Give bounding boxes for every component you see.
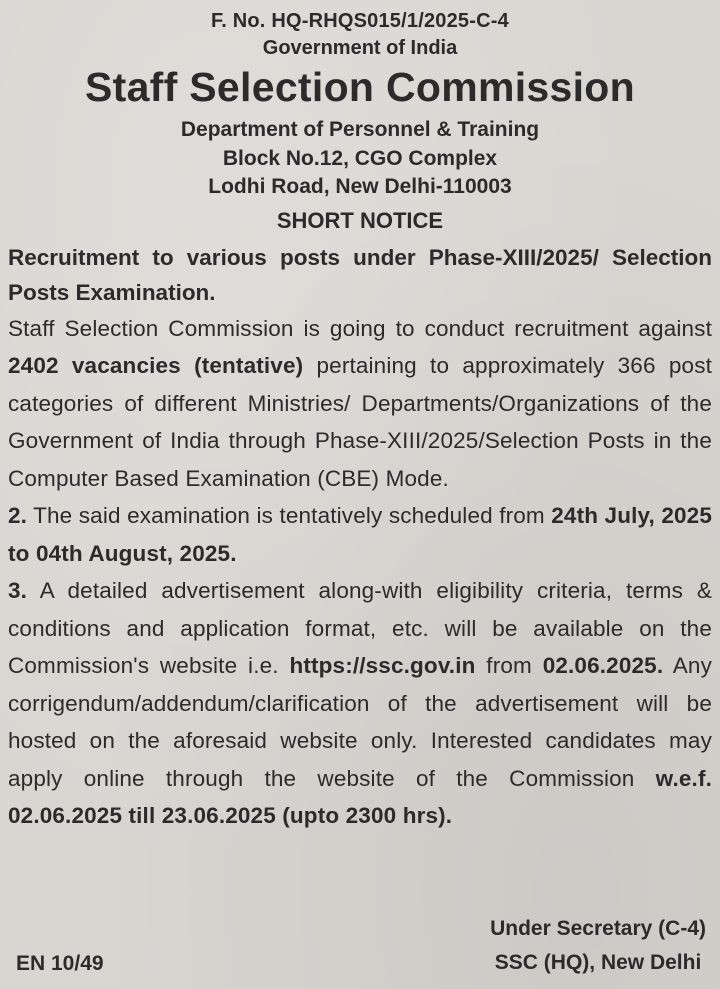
notice-footer [14,912,706,982]
address-line-2: Lodhi Road, New Delhi-110003 [208,175,512,198]
notice-subject: Recruitment to various posts under Phase-XIII/2025/ Selection Posts Examination. [8,244,712,305]
application-window: w.e.f. 02.06.2025 till 23.06.2025 (upto 2300 hrs). [8,765,712,828]
government-label: Government of India [262,37,458,59]
organization-title: Staff Selection Commission [84,64,635,110]
para1-text-2: pertaining to approximately 366 post categories of different Ministries/ Departments/Organizations of the Government of India through Phase-XIII/2025/Selection Posts in the Computer Based Examination (CBE) Mode. [8,353,712,491]
address-block [8,116,712,202]
para2-text: The said examination is tentatively scheduled from [27,503,552,528]
paragraph-2 [8,497,712,572]
website-url: https://ssc.gov.in [289,653,476,678]
para2-number: 2. [8,503,28,528]
signatory-title: Under Secretary (C-4) [490,917,706,940]
exam-dates: 24th July, 2025 to 04th August, 2025. [8,503,712,566]
notice-header [8,6,712,238]
department-line: Department of Personnel & Training [180,118,540,141]
address-line-1: Block No.12, CGO Complex [222,146,498,170]
vacancy-count: 2402 vacancies (tentative) [8,353,304,378]
para3-text-3: Any corrigendum/addendum/clarification of the advertisement will be hosted on the aforesaid website only. Interested candidates may apply online through the website of the Commission [8,653,712,791]
advertisement-date: 02.06.2025. [542,653,664,678]
file-number: F. No. HQ-RHQS015/1/2025-C-4 [211,10,509,32]
reference-number: EN 10/49 [16,952,104,975]
notice-type-heading: SHORT NOTICE [276,207,444,233]
signatory-block [490,912,706,980]
signatory-office: SSC (HQ), New Delhi [494,951,702,974]
para3-text-1: A detailed advertisement along-with eligibility criteria, terms & conditions and application format, etc. will be available on the Commission's website i.e. [8,578,712,678]
para3-text-2: from [475,653,543,678]
para3-number: 3. [8,578,28,603]
paragraph-3 [8,572,712,835]
para1-text-1: Staff Selection Commission is going to conduct recruitment against [8,315,712,341]
paragraph-1 [8,310,712,498]
